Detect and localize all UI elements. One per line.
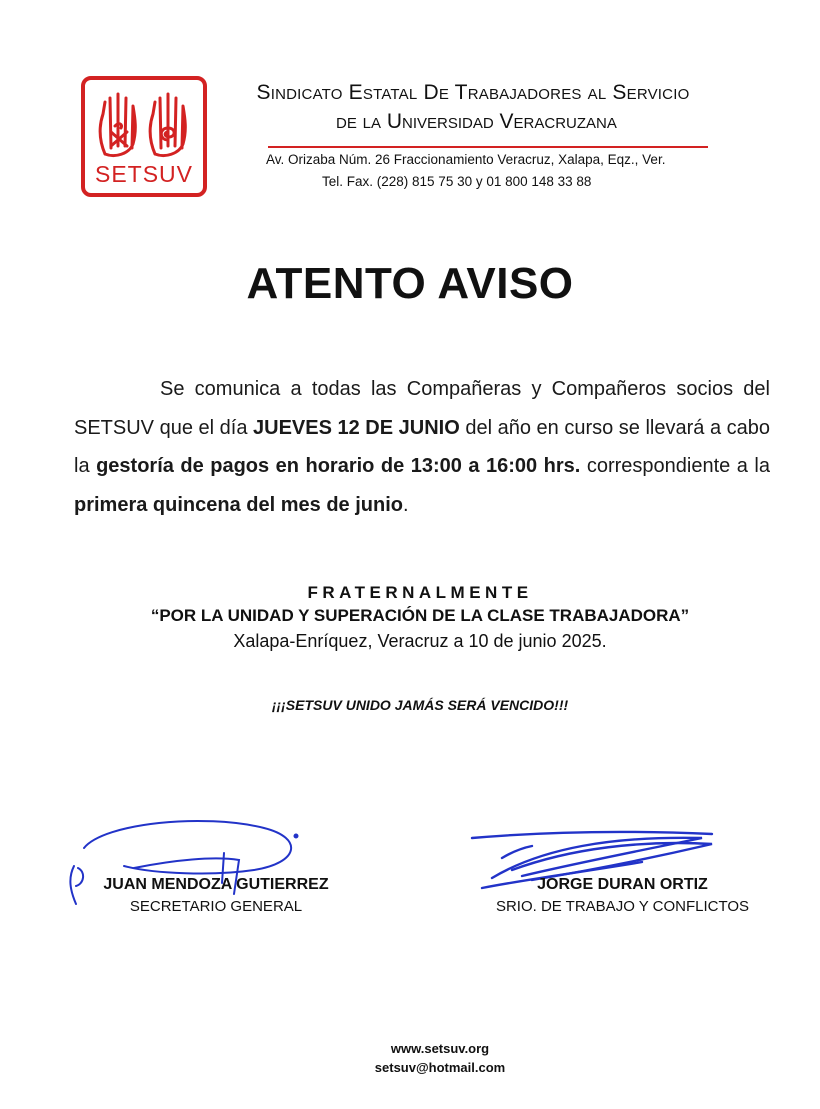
- closing-fraternal: FRATERNALMENTE: [307, 583, 533, 602]
- org-name-line2: de la Universidad Veracruzana: [336, 110, 617, 133]
- header-divider: [268, 146, 708, 148]
- signatory-name: JORGE DURAN ORTIZ: [537, 876, 708, 893]
- body-text-2: del año en curso se llevará a cabo la: [74, 416, 771, 477]
- closing-motto: “POR LA UNIDAD Y SUPERACIÓN DE LA CLASE TRABAJADORA”: [150, 606, 690, 625]
- footer-website: www.setsuv.org: [390, 1041, 490, 1056]
- body-text-3: correspondiente a la: [580, 455, 770, 477]
- body-text-4: .: [402, 493, 409, 516]
- notice-body: [74, 370, 770, 524]
- notice-title: ATENTO AVISO: [246, 259, 574, 308]
- org-phone: Tel. Fax. (228) 815 75 30 y 01 800 148 33 88: [322, 174, 592, 189]
- raised-hands-icon: [93, 88, 195, 160]
- signatory-role: SRIO. DE TRABAJO Y CONFLICTOS: [495, 898, 750, 915]
- footer-email: setsuv@hotmail.com: [374, 1060, 506, 1075]
- signature-block-right: [470, 876, 775, 915]
- body-text-1: Se comunica a todas las Compañeras y Compañeros socios del SETSUV que el día: [74, 378, 770, 439]
- signatory-name: JUAN MENDOZA GUTIERREZ: [103, 876, 329, 893]
- place-date: Xalapa-Enríquez, Veracruz a 10 de junio 2025.: [233, 631, 607, 651]
- body-period: primera quincena del mes de junio: [74, 493, 403, 516]
- signatory-role: SECRETARIO GENERAL: [129, 898, 303, 915]
- setsuv-logo: [81, 76, 207, 197]
- org-address: Av. Orizaba Núm. 26 Fraccionamiento Veracruz, Xalapa, Eqz., Ver.: [266, 152, 666, 167]
- body-date: JUEVES 12 DE JUNIO: [253, 416, 460, 439]
- body-schedule: gestoría de pagos en horario de 13:00 a 16:00 hrs.: [96, 455, 581, 477]
- union-slogan: ¡¡¡SETSUV UNIDO JAMÁS SERÁ VENCIDO!!!: [271, 697, 569, 713]
- signature-block-left: [66, 876, 366, 915]
- logo-text: SETSUV: [94, 161, 194, 187]
- org-name-line1: Sindicato Estatal De Trabajadores al Servicio: [256, 81, 690, 104]
